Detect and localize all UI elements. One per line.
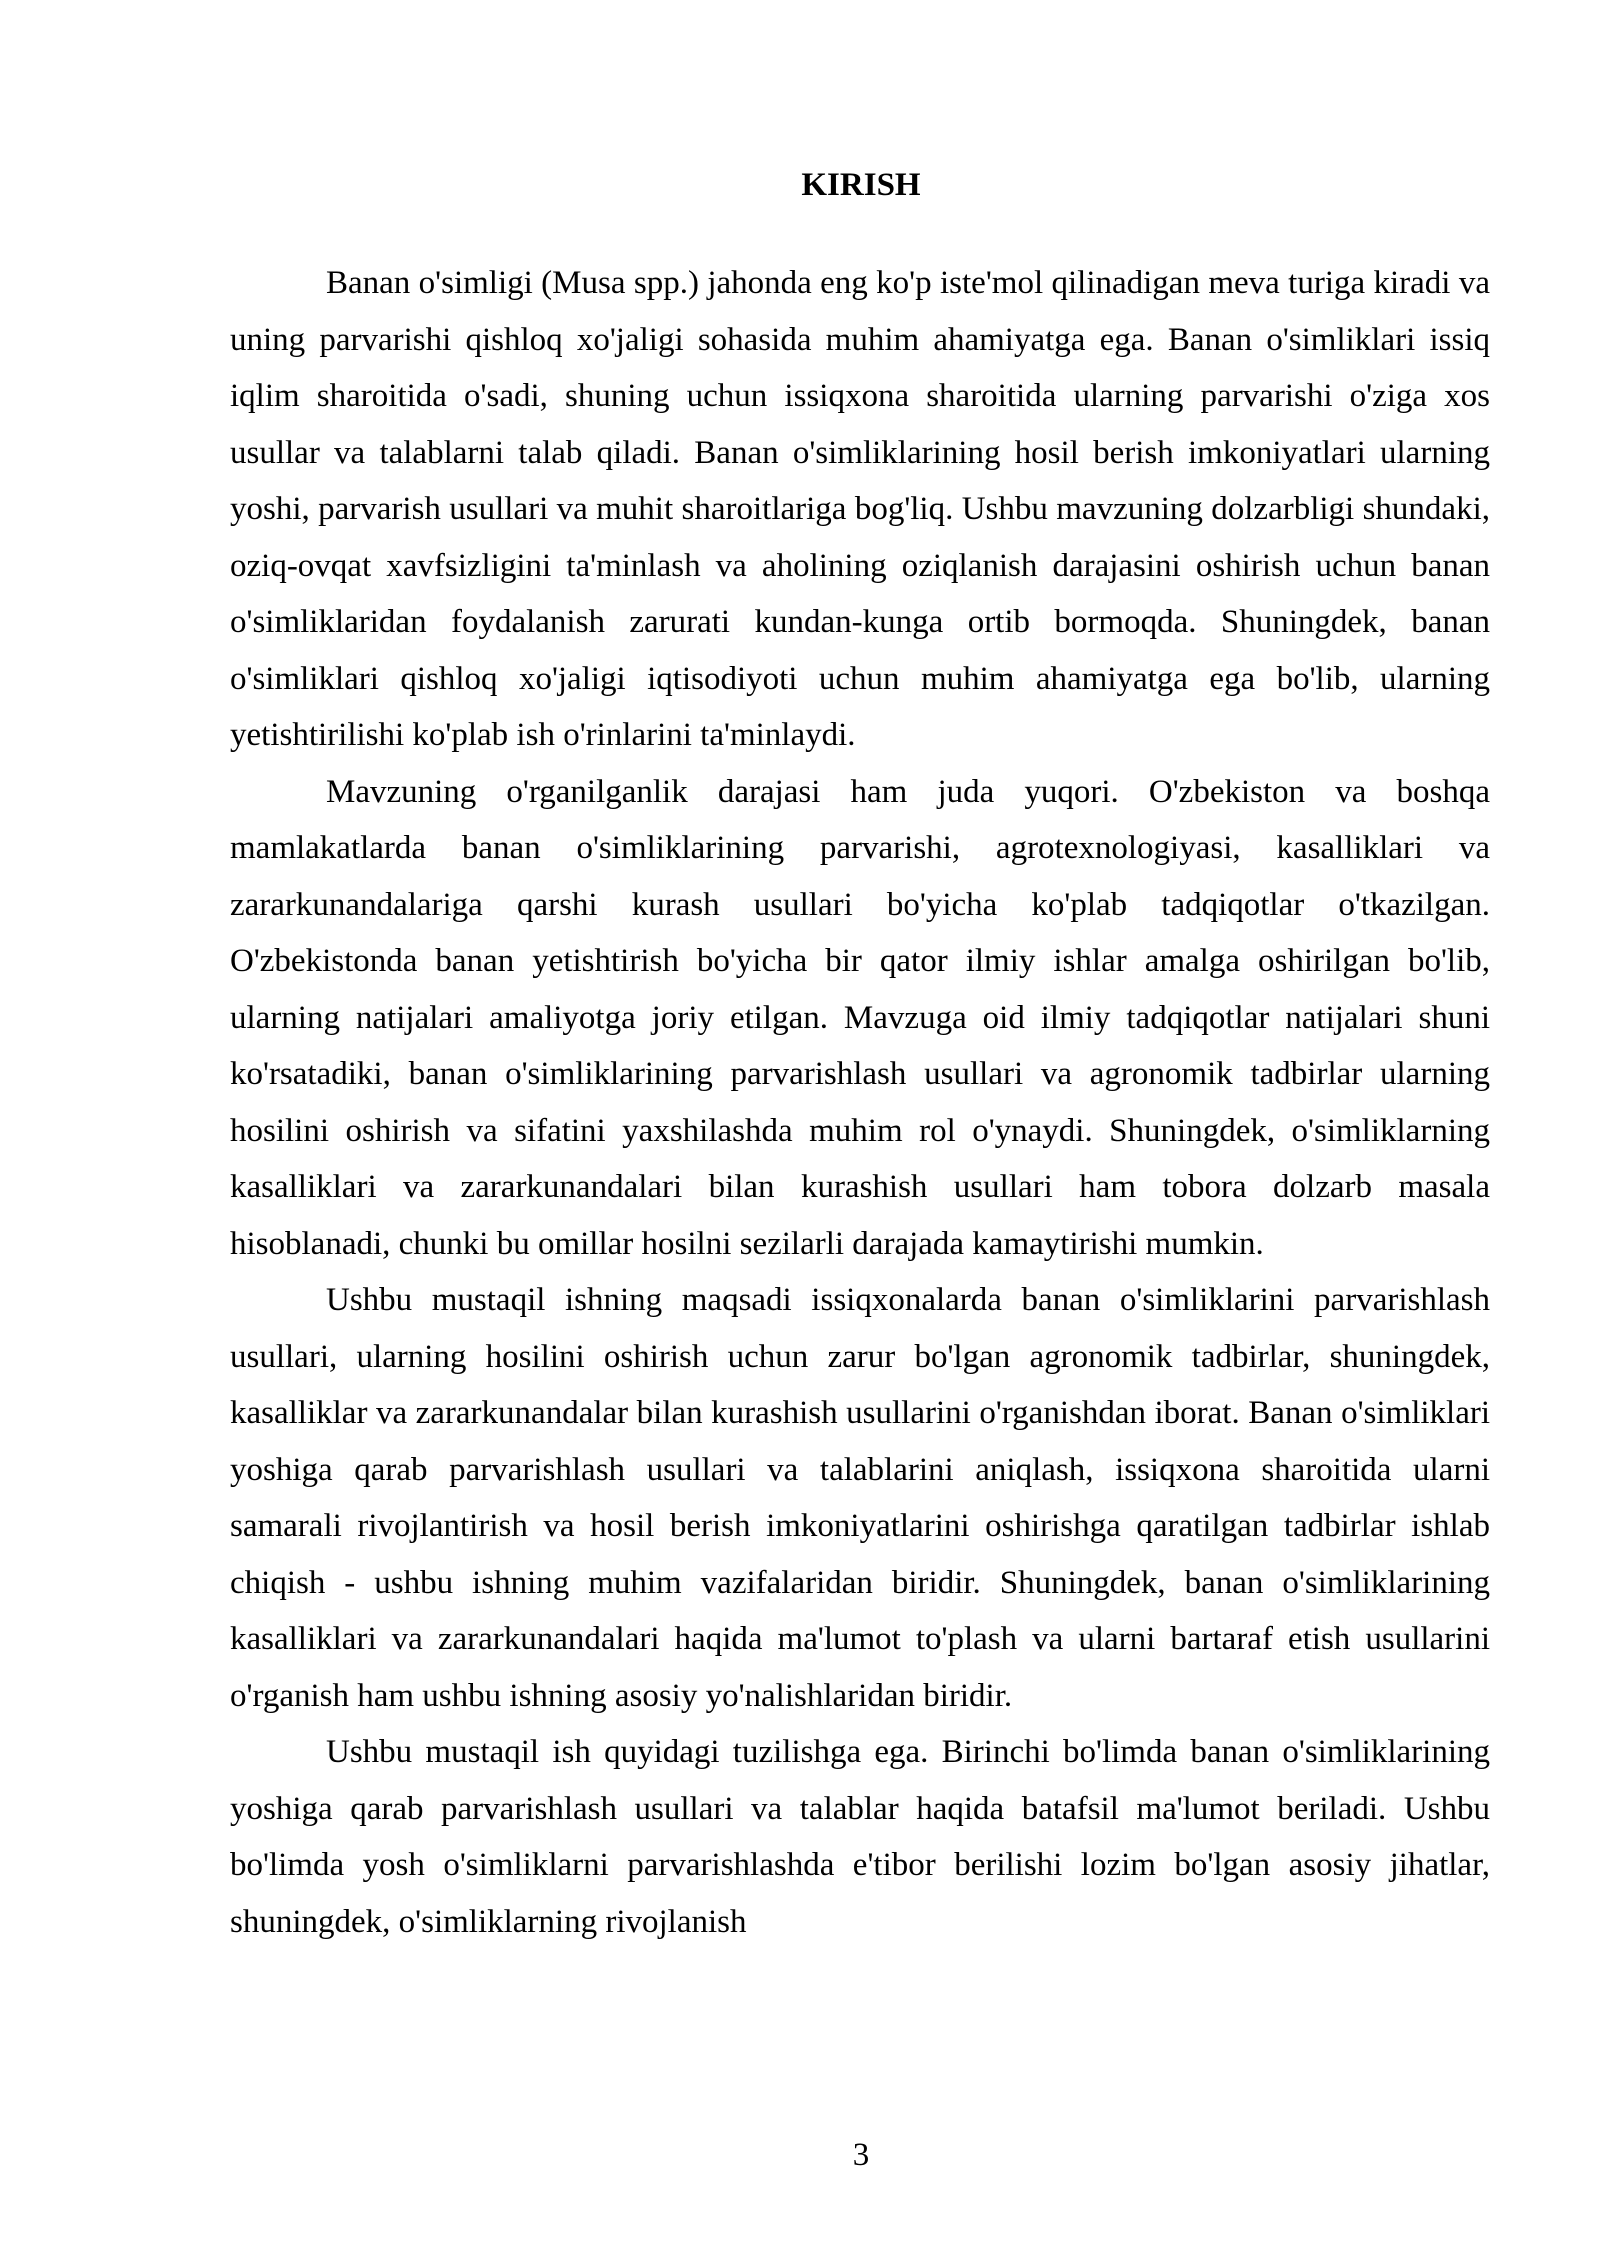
paragraph-3: Ushbu mustaqil ishning maqsadi issiqxonalarda banan o'simliklarini parvarishlash usullari, ularning hosilini oshirish uchun zarur bo'lgan agronomik tadbirlar, shuningdek, kasalliklar va zararkunandalar bilan kurashish usullarini o'rganishdan iborat. Banan o'simliklari yoshiga qarab parvarishlash usullari va talablarini aniqlash, issiqxona sharoitida ularni samarali rivojlantirish va hosil berish imkoniyatlarini oshirishga qaratilgan tadbirlar ishlab chiqish - ushbu ishning muhim vazifalaridan biridir. Shuningdek, banan o'simliklarining kasalliklari va zararkunandalari haqida ma'lumot to'plash va ularni bartaraf etish usullarini o'rganish ham ushbu ishning asosiy yo'nalishlaridan biridir.: [230, 1282, 1490, 1714]
paragraph-1: Banan o'simligi (Musa spp.) jahonda eng ko'p iste'mol qilinadigan meva turiga kiradi va uning parvarishi qishloq xo'jaligi sohasida muhim ahamiyatga ega. Banan o'simliklari issiq iqlim sharoitida o'sadi, shuning uchun issiqxona sharoitida ularning parvarishi o'ziga xos usullar va talablarni talab qiladi. Banan o'simliklarining hosil berish imkoniyatlari ularning yoshi, parvarish usullari va muhit sharoitlariga bog'liq. Ushbu mavzuning dolzarbligi shundaki, oziq-ovqat xavfsizligini ta'minlash va aholining oziqlanish darajasini oshirish uchun banan o'simliklaridan foydalanish zarurati kundan-kunga ortib bormoqda. Shuningdek, banan o'simliklari qishloq xo'jaligi iqtisodiyoti uchun muhim ahamiyatga ega bo'lib, ularning yetishtirilishi ko'plab ish o'rinlarini ta'minlaydi.: [230, 265, 1490, 753]
paragraph-4: Ushbu mustaqil ish quyidagi tuzilishga ega. Birinchi bo'limda banan o'simliklarining yoshiga qarab parvarishlash usullari va talablar haqida batafsil ma'lumot beriladi. Ushbu bo'limda yosh o'simliklarni parvarishlashda e'tibor berilishi lozim bo'lgan asosiy jihatlar, shuningdek, o'simliklarning rivojlanish: [230, 1734, 1490, 1940]
paragraph-2: Mavzuning o'rganilganlik darajasi ham juda yuqori. O'zbekiston va boshqa mamlakatlarda banan o'simliklarining parvarishi, agrotexnologiyasi, kasalliklari va zararkunandalariga qarshi kurash usullari bo'yicha ko'plab tadqiqotlar o'tkazilgan. O'zbekistonda banan yetishtirish bo'yicha bir qator ilmiy ishlar amalga oshirilgan bo'lib, ularning natijalari amaliyotga joriy etilgan. Mavzuga oid ilmiy tadqiqotlar natijalari shuni ko'rsatadiki, banan o'simliklarining parvarishlash usullari va agronomik tadbirlar ularning hosilini oshirish va sifatini yaxshilashda muhim rol o'ynaydi. Shuningdek, o'simliklarning kasalliklari va zararkunandalari bilan kurashish usullari ham tobora dolzarb masala hisoblanadi, chunki bu omillar hosilni sezilarli darajada kamaytirishi mumkin.: [230, 773, 1490, 1262]
page-number: 3: [852, 2137, 870, 2173]
body-text: [230, 255, 1490, 1950]
page-title: KIRISH: [801, 167, 921, 203]
